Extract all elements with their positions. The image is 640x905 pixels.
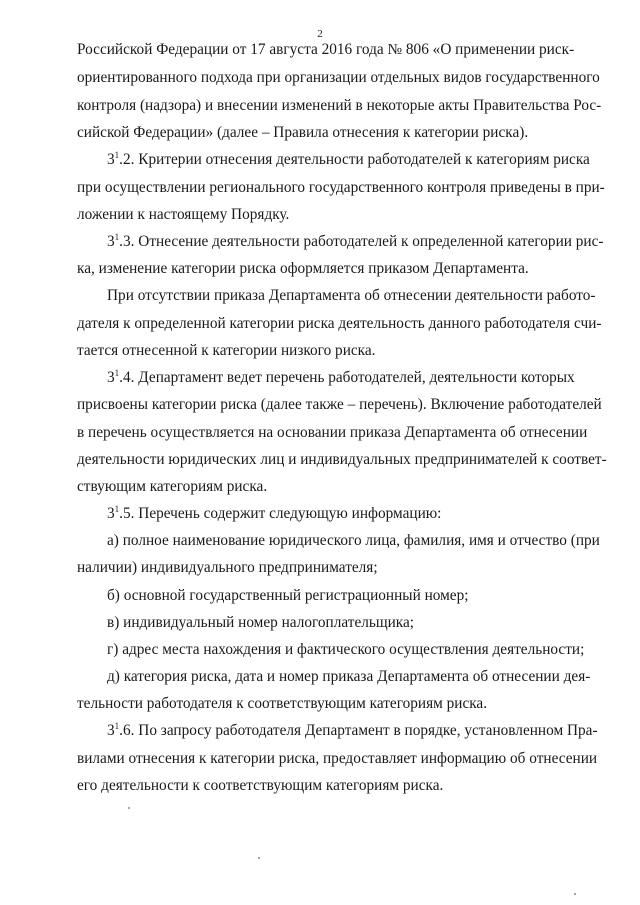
list-item-a: а) полное наименование юридического лица, фамилия, имя и отчество (при xyxy=(107,532,600,549)
paragraph-3-1-3-first-line: $3^1.3$. Отнесение деятельности работодателей к определенной категории рис- xyxy=(107,232,604,250)
text-line: в перечень осуществляется на основании приказа Департамента об отнесении xyxy=(77,424,588,441)
page-number: 2 xyxy=(317,28,323,40)
scan-speck xyxy=(258,857,260,859)
item-number: $3^1$ xyxy=(107,504,120,522)
text-line: ка, изменение категории риска оформляется приказом Департамента. xyxy=(77,260,529,277)
text-line: Российской Федерации от 17 августа 2016 года № 806 «О применении риск- xyxy=(77,41,575,58)
text-line: при осуществлении регионального государственного контроля приведены в при- xyxy=(77,179,605,196)
item-number: $3^1$ xyxy=(107,721,120,739)
text-line: При отсутствии приказа Департамента об отнесении деятельности работо- xyxy=(107,287,596,304)
text-line: сийской Федерации» (далее – Правила отнесения к категории риска). xyxy=(77,124,529,141)
text-line: вилами отнесения к категории риска, предоставляет информацию об отнесении xyxy=(77,750,598,767)
list-item-b: б) основной государственный регистрационный номер; xyxy=(107,587,469,604)
paragraph-3-1-4-first-line: $3^1.4$. Департамент ведет перечень работодателей, деятельности которых xyxy=(107,368,575,386)
paragraph-3-1-6-first-line: $3^1.6$. По запросу работодателя Департамент в порядке, установленном Пра- xyxy=(107,721,598,739)
text-line: деятельности юридических лиц и индивидуальных предпринимателей к соответ- xyxy=(77,451,607,468)
text-line: дателя к определенной категории риска деятельность данного работодателя счи- xyxy=(77,315,602,332)
text-line: контроля (надзора) и внесении изменений в некоторые акты Правительства Рос- xyxy=(77,97,602,114)
text-line: тельности работодателя к соответствующим категориям риска. xyxy=(77,695,488,712)
list-item-g: г) адрес места нахождения и фактического осуществления деятельности; xyxy=(107,641,585,658)
scan-speck xyxy=(574,893,576,895)
text-line: ориентированного подхода при организации отдельных видов государственного xyxy=(77,69,600,86)
item-number: $3^1$ xyxy=(107,150,120,168)
list-item-v: в) индивидуальный номер налогоплательщика; xyxy=(107,614,415,631)
list-item-d: д) категория риска, дата и номер приказа Департамента об отнесении дея- xyxy=(107,668,591,685)
item-number: $3^1$ xyxy=(107,368,120,386)
text-line: его деятельности к соответствующим категориям риска. xyxy=(77,777,444,794)
paragraph-3-1-2-first-line: $3^1.2$. Критерии отнесения деятельности работодателей к категориям риска xyxy=(107,150,590,168)
text-line: наличии) индивидуального предпринимателя; xyxy=(77,559,378,576)
text-line: тается отнесенной к категории низкого риска. xyxy=(77,342,376,359)
scan-speck xyxy=(128,807,130,809)
paragraph-3-1-5-first-line: $3^1.5$. Перечень содержит следующую информацию: xyxy=(107,504,442,522)
text-line: ствующим категориям риска. xyxy=(77,478,268,495)
item-number: $3^1$ xyxy=(107,232,120,250)
text-line: присвоены категории риска (далее также – перечень). Включение работодателей xyxy=(77,396,602,413)
text-line: ложении к настоящему Порядку. xyxy=(77,206,290,223)
